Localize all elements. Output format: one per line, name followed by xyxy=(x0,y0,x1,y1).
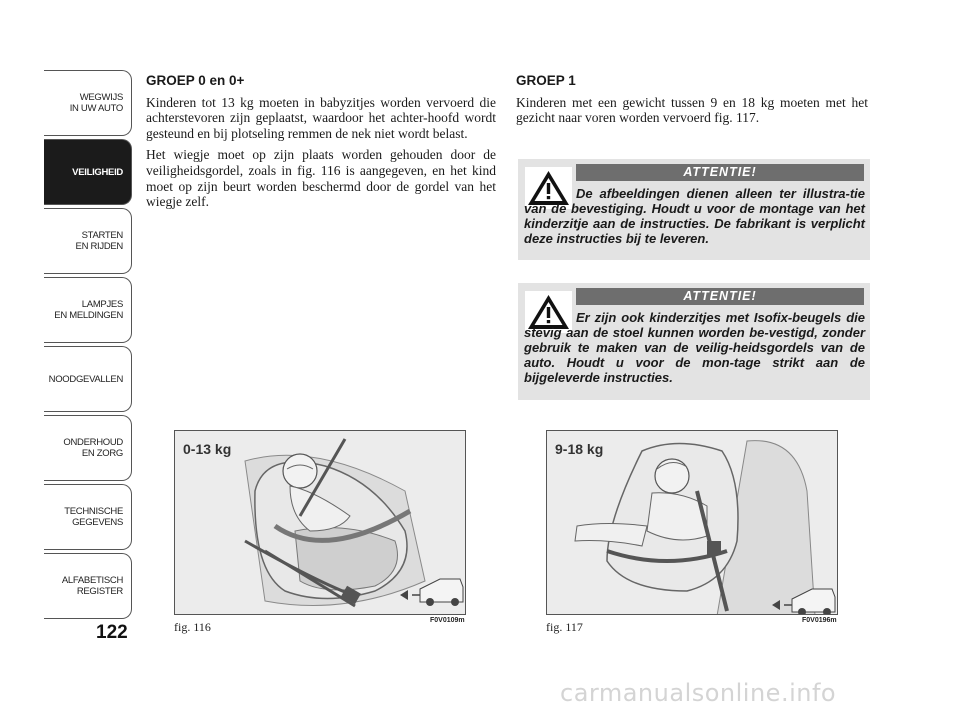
right-column xyxy=(516,73,868,132)
group-0-paragraph-2: Het wiegje moet op zijn plaats worden gehouden door de veiligheidsgordel, zoals in fig. 116 is aangegeven, en het kind moet op zijn beurt worden beschermd door de gordel van het wiegje zelf. xyxy=(146,147,496,210)
group-1-heading: GROEP 1 xyxy=(516,73,576,88)
baby-carrier-illustration xyxy=(175,431,466,615)
figure-116-caption: fig. 116 xyxy=(174,620,211,634)
warning-title-1: ATTENTIE! xyxy=(576,164,864,181)
figure-116-code: F0V0109m xyxy=(430,617,465,624)
warning-text-2: Er zijn ook kinderzitjes met Isofix-beugels die stevig aan de stoel kunnen worden be-vestigd, zonder gebruik te maken van de veilig-heidsgordels van de auto. Houdt u voor de mon-tage strikt aan de bijgeleverde instructies. xyxy=(524,310,865,385)
warning-box-2 xyxy=(518,283,870,400)
warning-title-2: ATTENTIE! xyxy=(576,288,864,305)
weight-label-0-13: 0-13 kg xyxy=(183,441,232,457)
left-column xyxy=(146,73,496,216)
watermark: carmanualsonline.info xyxy=(560,679,837,707)
group-0-heading: GROEP 0 en 0+ xyxy=(146,73,245,88)
tab-wegwijs[interactable]: WEGWIJS IN UW AUTO xyxy=(44,70,132,136)
page-number: 122 xyxy=(96,622,128,643)
child-seat-illustration xyxy=(547,431,838,615)
tab-starten[interactable]: STARTEN EN RIJDEN xyxy=(44,208,132,274)
figure-117-code: F0V0196m xyxy=(802,617,837,624)
tab-alfabetisch[interactable]: ALFABETISCH REGISTER xyxy=(44,553,132,619)
tab-technische[interactable]: TECHNISCHE GEGEVENS xyxy=(44,484,132,550)
weight-label-9-18: 9-18 kg xyxy=(555,441,604,457)
tab-noodgevallen[interactable]: NOODGEVALLEN xyxy=(44,346,132,412)
warning-text-1: De afbeeldingen dienen alleen ter illustra-tie van de bevestiging. Houdt u voor de montage van het kinderzitje aan de instructies. De fabrikant is verplicht deze instructies bij te leveren. xyxy=(524,186,865,246)
tab-veiligheid[interactable]: VEILIGHEID xyxy=(44,139,132,205)
figure-117-caption: fig. 117 xyxy=(546,620,583,634)
tab-lampjes[interactable]: LAMPJES EN MELDINGEN xyxy=(44,277,132,343)
tab-onderhoud[interactable]: ONDERHOUD EN ZORG xyxy=(44,415,132,481)
figure-116 xyxy=(174,430,466,615)
group-0-paragraph-1: Kinderen tot 13 kg moeten in babyzitjes worden vervoerd die achterstevoren zijn geplaatst, waardoor het achter-hoofd wordt gesteund en bij plotseling remmen de nek niet wordt belast. xyxy=(146,94,496,141)
figure-117 xyxy=(546,430,838,615)
group-1-paragraph: Kinderen met een gewicht tussen 9 en 18 kg moeten met het gezicht naar voren worden vervoerd fig. 117. xyxy=(516,94,868,126)
warning-box-1 xyxy=(518,159,870,260)
